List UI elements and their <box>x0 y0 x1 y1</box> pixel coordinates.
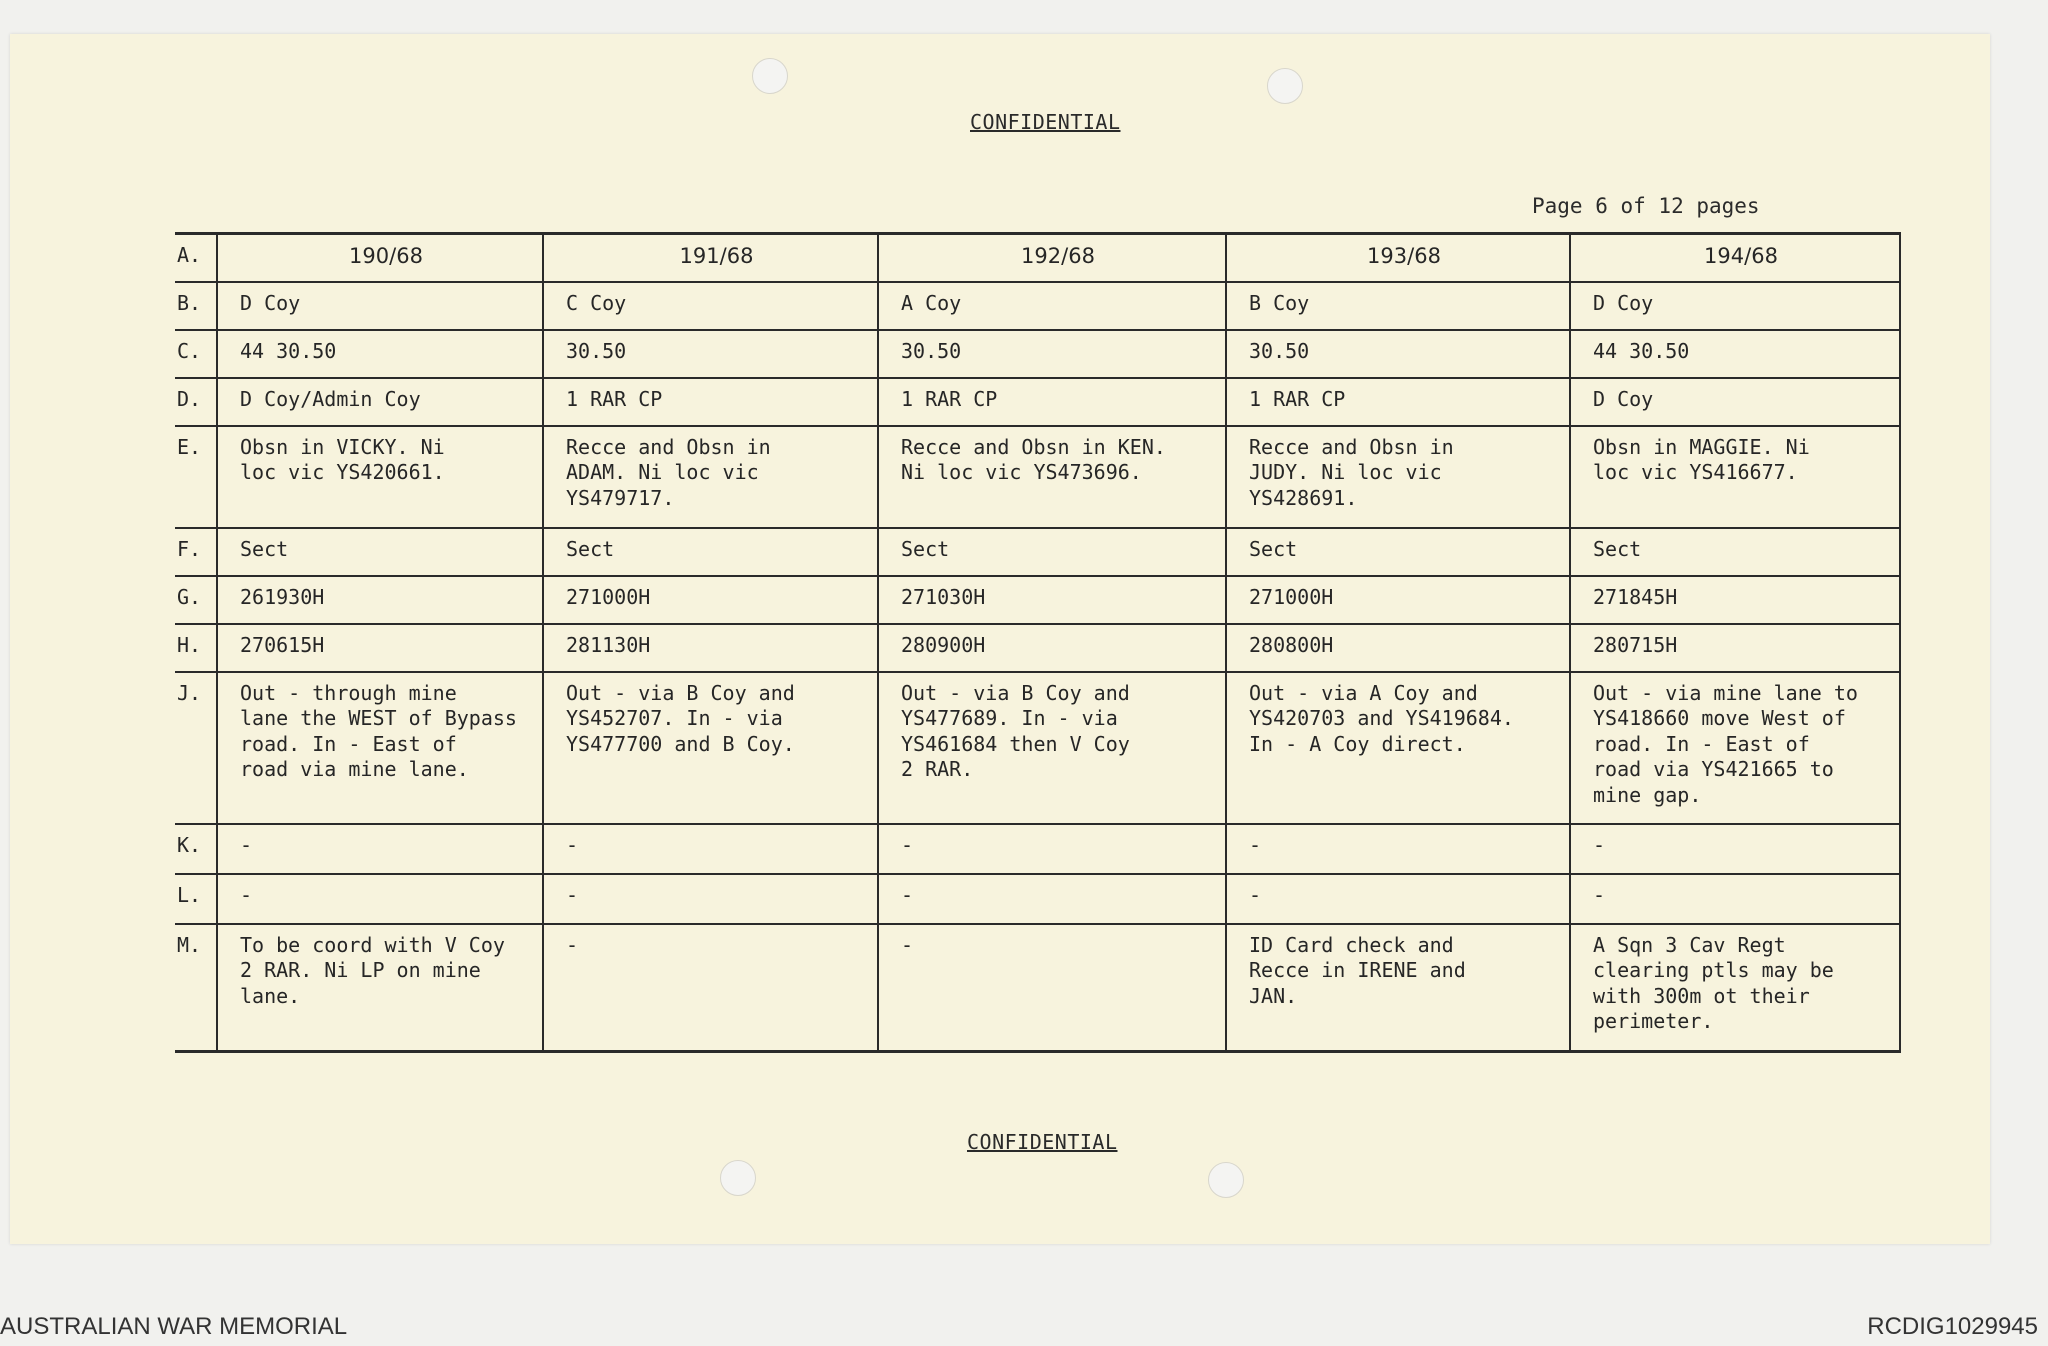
header-classification: CONFIDENTIAL <box>970 110 1121 134</box>
table-cell: B Coy <box>1226 282 1570 330</box>
table-cell: 192/68 <box>878 234 1226 282</box>
table-cell: 261930H <box>217 576 543 624</box>
row-label: J. <box>175 672 217 824</box>
table-row <box>175 824 1900 874</box>
table-cell: - <box>1226 874 1570 924</box>
table-cell: 280900H <box>878 624 1226 672</box>
table-cell: - <box>1570 874 1900 924</box>
table-cell: 194/68 <box>1570 234 1900 282</box>
table-cell: 193/68 <box>1226 234 1570 282</box>
table-cell: Recce and Obsn in KEN. Ni loc vic YS473696. <box>878 426 1226 528</box>
table-cell: 1 RAR CP <box>543 378 878 426</box>
row-label: E. <box>175 426 217 528</box>
table-row <box>175 426 1900 528</box>
table-row <box>175 924 1900 1052</box>
table-cell: Out - via B Coy and YS452707. In - via YS477700 and B Coy. <box>543 672 878 824</box>
table-cell: Sect <box>543 528 878 576</box>
table-row <box>175 378 1900 426</box>
archive-id: RCDIG1029945 <box>1867 1313 2038 1340</box>
table-cell: Recce and Obsn in JUDY. Ni loc vic YS428691. <box>1226 426 1570 528</box>
table-cell: Obsn in MAGGIE. Ni loc vic YS416677. <box>1570 426 1900 528</box>
table-cell: - <box>1570 824 1900 874</box>
table-cell: 1 RAR CP <box>1226 378 1570 426</box>
table-cell: D Coy/Admin Coy <box>217 378 543 426</box>
table-cell: - <box>878 824 1226 874</box>
table-cell: D Coy <box>1570 282 1900 330</box>
table-cell: 44 30.50 <box>1570 330 1900 378</box>
row-label: M. <box>175 924 217 1052</box>
table-cell: 190/68 <box>217 234 543 282</box>
punch-hole <box>1208 1162 1244 1198</box>
table-cell: C Coy <box>543 282 878 330</box>
table-cell: 271000H <box>1226 576 1570 624</box>
row-label: D. <box>175 378 217 426</box>
table-row <box>175 874 1900 924</box>
table-row <box>175 330 1900 378</box>
patrol-orders-table <box>175 232 1901 1053</box>
table-cell: 30.50 <box>1226 330 1570 378</box>
footer-classification: CONFIDENTIAL <box>967 1130 1118 1154</box>
table-cell: 281130H <box>543 624 878 672</box>
table-cell: 271030H <box>878 576 1226 624</box>
row-label: G. <box>175 576 217 624</box>
table-cell: ID Card check and Recce in IRENE and JAN. <box>1226 924 1570 1052</box>
table-row <box>175 234 1900 282</box>
table-cell: - <box>878 924 1226 1052</box>
table-cell: Out - via A Coy and YS420703 and YS419684. In - A Coy direct. <box>1226 672 1570 824</box>
table-cell: 30.50 <box>543 330 878 378</box>
punch-hole <box>1267 68 1303 104</box>
punch-hole <box>752 58 788 94</box>
row-label: F. <box>175 528 217 576</box>
table-cell: Recce and Obsn in ADAM. Ni loc vic YS479717. <box>543 426 878 528</box>
table-cell: Sect <box>1226 528 1570 576</box>
table-cell: 271845H <box>1570 576 1900 624</box>
row-label: B. <box>175 282 217 330</box>
row-label: L. <box>175 874 217 924</box>
table-cell: Out - through mine lane the WEST of Bypass road. In - East of road via mine lane. <box>217 672 543 824</box>
row-label: H. <box>175 624 217 672</box>
table-cell: 280800H <box>1226 624 1570 672</box>
table-cell: 1 RAR CP <box>878 378 1226 426</box>
table-row <box>175 528 1900 576</box>
table-cell: 271000H <box>543 576 878 624</box>
page-number: Page 6 of 12 pages <box>1532 194 1760 218</box>
row-label: C. <box>175 330 217 378</box>
table-cell: Sect <box>1570 528 1900 576</box>
table-cell: 30.50 <box>878 330 1226 378</box>
table-row <box>175 624 1900 672</box>
table-cell: - <box>878 874 1226 924</box>
table-cell: Out - via B Coy and YS477689. In - via YS461684 then V Coy 2 RAR. <box>878 672 1226 824</box>
table-cell: Sect <box>878 528 1226 576</box>
table-cell: D Coy <box>217 282 543 330</box>
table-cell: Out - via mine lane to YS418660 move West of road. In - East of road via YS421665 to mine gap. <box>1570 672 1900 824</box>
table-cell: D Coy <box>1570 378 1900 426</box>
table-cell: 280715H <box>1570 624 1900 672</box>
table-cell: To be coord with V Coy 2 RAR. Ni LP on mine lane. <box>217 924 543 1052</box>
table-cell: A Coy <box>878 282 1226 330</box>
table-cell: - <box>217 824 543 874</box>
table-cell: 44 30.50 <box>217 330 543 378</box>
row-label: A. <box>175 234 217 282</box>
table-cell: A Sqn 3 Cav Regt clearing ptls may be with 300m ot their perimeter. <box>1570 924 1900 1052</box>
table-row <box>175 576 1900 624</box>
archive-name: AUSTRALIAN WAR MEMORIAL <box>0 1313 348 1340</box>
table-cell: - <box>217 874 543 924</box>
table-cell: 270615H <box>217 624 543 672</box>
table-cell: Obsn in VICKY. Ni loc vic YS420661. <box>217 426 543 528</box>
table-cell: 191/68 <box>543 234 878 282</box>
table-cell: - <box>543 924 878 1052</box>
table-cell: - <box>543 824 878 874</box>
table-row <box>175 282 1900 330</box>
table-row <box>175 672 1900 824</box>
table-cell: Sect <box>217 528 543 576</box>
punch-hole <box>720 1160 756 1196</box>
table-cell: - <box>1226 824 1570 874</box>
row-label: K. <box>175 824 217 874</box>
table-cell: - <box>543 874 878 924</box>
